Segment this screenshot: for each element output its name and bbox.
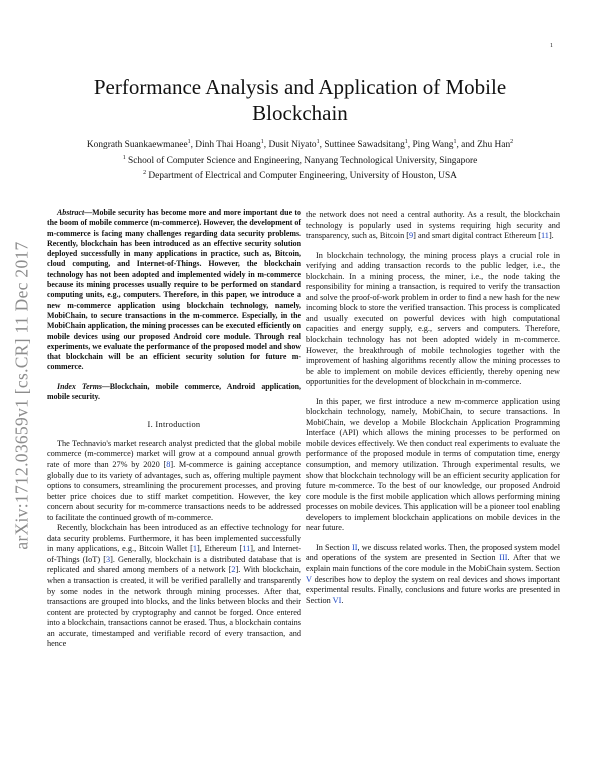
title-line-2: Blockchain <box>252 101 348 125</box>
citation-link[interactable]: 11 <box>242 544 251 554</box>
citation-link[interactable]: 1 <box>192 544 197 554</box>
section-link[interactable]: V <box>306 574 312 584</box>
abstract-text: —Mobile security has become more and more important due to the boom of mobile commerce (m-commerce). However, the development of m-commerce is facing many challenges regarding data security problems. Recently, blockchain has been introduced as an effective security solution deployed successfully in many applications in practice, such as, Bitcoin, cloud computing, and Internet-of-Things. However, the blockchain technology has not been adopted and implemented widely in m-commerce because its mining processes usually require to be performed on standard computing units, e.g., computers. Therefore, in this paper, we introduce a new m-commerce application using blockchain technology, namely, MobiChain, to secure transactions in the m-commerce. Especially, in the MobiChain application, the mining processes can be executed efficiently on mobile devices using our proposed Android core module. Through real experiments, we evaluate the performance of the proposed model and show that blockchain will be an efficient security solution for future m-commerce. <box>47 208 301 372</box>
affiliation-2: $^2$ Department of Electrical and Computer Engineering, University of Houston, USA <box>143 170 457 182</box>
title-line-1: Performance Analysis and Application of Mobile <box>93 75 507 99</box>
section-link[interactable]: VI <box>332 595 342 605</box>
citation-link[interactable]: 3 <box>105 554 111 564</box>
citation-link[interactable]: 8 <box>166 459 171 469</box>
intro-paragraph-5: In this paper, we first introduce a new m-commerce application using blockchain technology, namely, MobiChain, to secure transactions. In MobiChain, we develop a Mobile Blockchain Application Programming Interface (API) which allows the mining processes to be performed on mobile devices effectively. We then conduct real experiments to evaluate the performance of the proposed module in terms of computation time, energy consumption, and memory utilization. Through experimental results, we show that blockchain technology will be an efficient security application for future m-commerce. To the best of our knowledge, our proposed Android core module is the first mobile application which allows performing mining processes on mobile devices. This application will be a pioneer tool enabling developers to implement blockchain applications on mobile devices in the near future. <box>306 396 560 533</box>
section-link[interactable]: III <box>499 553 508 563</box>
page-number: 1 <box>550 43 553 49</box>
author-name: Zhu Han <box>477 140 511 151</box>
intro-paragraph-2: Recently, blockchain has been introduced as an effective technology for data security problems. Furthermore, it has been implemented successfully in many applications, e.g., Bitcoin Wallet [1], Ethereum [11], and Internet-of-Things (IoT) [3]. Generally, blockchain is a distributed database that is replicated and shared among members of a network [2]. With blockchain, when a transaction is created, it will be verified parallelly and transparently by some nodes in the network through mining processes. After that, transactions are grouped into blocks, and the links between blocks and their content are protected by cryptography and cannot be forged. Once entered into a blockchain, transactions cannot be erased. Thus, a blockchain contains an accurate, timestamped and verifiable record of every transaction, and hence <box>47 523 301 649</box>
intro-paragraph-6: In Section II, we discuss related works. Then, the proposed system model and operations of the system are presented in Section III. After that we explain main functions of the core module in the MobiChain system. Section V describes how to deploy the system on real devices and shows important experimental results. Finally, conclusions and future works are presented in Section VI. <box>306 542 560 605</box>
author-name: Dusit Niyato <box>268 140 317 151</box>
abstract-label: Abstract <box>57 208 85 217</box>
author-name: Dinh Thai Hoang <box>195 140 261 151</box>
section-link[interactable]: II <box>351 542 358 552</box>
author-list: Kongrath Suankaewmanee$^1$, Dinh Thai Hoang$^1$, Dusit Niyato$^1$, Suttinee Sawadsitang$^1$, Ping Wang$^1$, and Zhu Han$^2$ <box>86 139 514 151</box>
citation-link[interactable]: 9 <box>409 231 414 241</box>
author-name: Suttinee Sawadsitang <box>324 140 405 151</box>
index-terms-text: —Blockchain, mobile commerce, Android application, mobile security. <box>47 381 301 402</box>
right-column <box>306 210 560 606</box>
citation-link[interactable]: 11 <box>540 231 549 241</box>
intro-paragraph-4: In blockchain technology, the mining process plays a crucial role in verifying and adding transaction records to the public ledger, i.e., the blockchain. In a mining process, the miner, i.e., the node taking the responsibility for mining a transaction, is required to verify the transaction and solve the proof-of-work problem in order to find a new hash for the new incoming block to store the verified transaction. This process is complicated and usually executed on powerful devices with high computational capacities and energy supply, e.g., servers and computers. Therefore, blockchain technology has not been adopted widely in m-commerce. However, the breakthrough of mobile technologies together with the improvement of hashing algorithms recently allow the mining processes to be able to implement on mobile devices efficiently, thereby opening new opportunities for the development of blockchain in m-commerce. <box>306 250 560 387</box>
index-terms <box>47 382 301 403</box>
abstract <box>47 208 301 373</box>
left-column <box>47 208 301 650</box>
author-block <box>40 136 560 183</box>
section-heading-introduction: I. Introduction <box>147 420 201 430</box>
citation-link[interactable]: 2 <box>231 565 236 575</box>
arxiv-id: arXiv:1712.03659v1 [cs.CR] 11 Dec 2017 <box>11 240 32 550</box>
intro-paragraph-1: The Technavio's market research analyst predicted that the global mobile commerce (m-commerce) market will grow at a compound annual growth rate of more than 27% by 2020 [8]. M-commerce is gaining acceptance globally due to its variety of advantages, such as, offering multiple payment options to consumers, streamlining the procurement processes, and proving better price choices due to stiff market competition. However, the key concern about security for m-commerce transactions needs to be addressed to facilitate the continued growth of m-commerce. <box>47 438 302 522</box>
author-name: Kongrath Suankaewmanee <box>86 140 188 151</box>
affiliation-1: $^1$ School of Computer Science and Engineering, Nanyang Technological University, Singapore <box>122 154 478 166</box>
arxiv-stamp <box>4 195 40 595</box>
intro-paragraph-3: the network does not need a central authority. As a result, the blockchain technology is popularly used in systems requiring high security and transparency, such as, Bitcoin [9] and smart digital contract Ethereum [11]. <box>306 210 560 241</box>
index-terms-label: Index Terms <box>57 381 102 391</box>
author-name: Ping Wang <box>412 140 454 151</box>
paper-title <box>40 74 560 126</box>
